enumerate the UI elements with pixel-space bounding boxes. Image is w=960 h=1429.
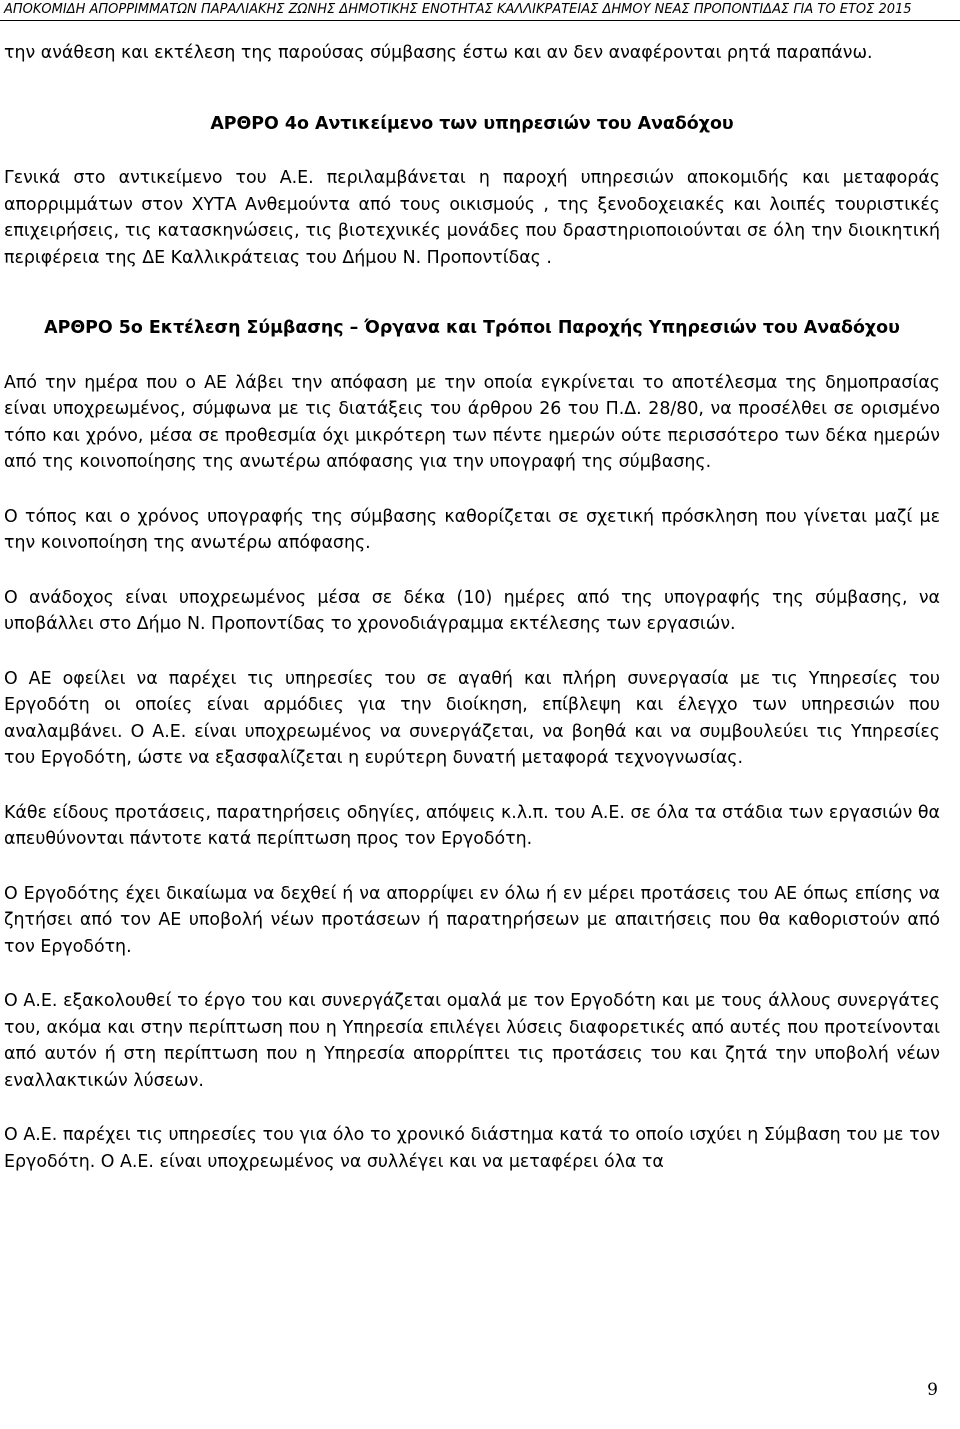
page-header: ΑΠΟΚΟΜΙΔΗ ΑΠΟΡΡΙΜΜΑΤΩΝ ΠΑΡΑΛΙΑΚΗΣ ΖΩΝΗΣ ΔΗΜΟΤΙΚΗΣ ΕΝΟΤΗΤΑΣ ΚΑΛΛΙΚΡΑΤΕΙΑΣ ΔΗΜΟΥ ΝΕΑΣ ΠΡΟΠΟΝΤΙΔΑΣ ΓΙΑ ΤΟ ΕΤΟΣ 2015 [0, 0, 960, 21]
paragraph-cooperation: Ο ΑΕ οφείλει να παρέχει τις υπηρεσίες του σε αγαθή και πλήρη συνεργασία με τις Υπηρεσίες του Εργοδότη οι οποίες είναι αρμόδιες για την διοίκηση, επίβλεψη και έλεγχο των υπηρεσιών που αναλαμβάνει. Ο Α.Ε. είναι υποχρεωμένος να συνεργάζεται, να βοηθά και να συμβουλεύει τις Υπηρεσίες του Εργοδότη, ώστε να εξασφαλίζεται η ευρύτερη δυνατή μεταφορά τεχνογνωσίας. [4, 668, 940, 768]
paragraph-article-4-body: Γενικά στο αντικείμενο του Α.Ε. περιλαμβάνεται η παροχή υπηρεσιών αποκομιδής και μεταφοράς απορριμμάτων στον ΧΥΤΑ Ανθεμούντα από τους οικισμούς , της ξενοδοχειακές και λοιπές τουριστικές επιχειρήσεις, τις κατασκηνώσεις, τις βιοτεχνικές μονάδες που δραστηριοποιούνται σε όλη την διοικητική περιφέρεια της ΔΕ Καλλικράτειας του Δήμου Ν. Προποντίδας . [4, 168, 940, 268]
page-number: 9 [927, 1380, 938, 1400]
paragraph-continuation: την ανάθεση και εκτέλεση της παρούσας σύμβασης έστω και αν δεν αναφέρονται ρητά παραπάνω. [4, 43, 873, 63]
paragraph-schedule: Ο ανάδοχος είναι υποχρεωμένος μέσα σε δέκα (10) ημέρες από της υπογραφής της σύμβασης, να υποβάλλει στο Δήμο Ν. Προποντίδας το χρονοδιάγραμμα εκτέλεσης των εργασιών. [4, 587, 940, 634]
paragraph-employer-rights: Ο Εργοδότης έχει δικαίωμα να δεχθεί ή να απορρίψει εν όλω ή εν μέρει προτάσεις του ΑΕ όπως επίσης να ζητήσει από τον ΑΕ υποβολή νέων προτάσεων ή παρατηρήσεων με απαιτήσεις που θα καθοριστούν από τον Εργοδότη. [4, 883, 940, 957]
paragraph-continuation-work: Ο Α.Ε. εξακολουθεί το έργο του και συνεργάζεται ομαλά με τον Εργοδότη και με τους άλλους συνεργάτες του, ακόμα και στην περίπτωση που η Υπηρεσία επιλέγει λύσεις διαφορετικές από αυτές που προτείνονται από αυτόν ή στη περίπτωση που η Υπηρεσία απορρίπτει τις προτάσεις του και ζητά την υποβολή νέων εναλλακτικών λύσεων. [4, 991, 940, 1091]
paragraph-service-duration: Ο Α.Ε. παρέχει τις υπηρεσίες του για όλο το χρονικό διάστημα κατά το οποίο ισχύει η Σύμβαση του με τον Εργοδότη. Ο Α.Ε. είναι υποχρεωμένος να συλλέγει και να μεταφέρει όλα τα [4, 1125, 940, 1172]
paragraph-proposals: Κάθε είδους προτάσεις, παρατηρήσεις οδηγίες, απόψεις κ.λ.π. του Α.Ε. σε όλα τα στάδια των εργασιών θα απευθύνονται πάντοτε κατά περίπτωση προς τον Εργοδότη. [4, 802, 940, 849]
heading-article-5: ΑΡΘΡΟ 5ο Εκτέλεση Σύμβασης – Όργανα και Τρόποι Παροχής Υπηρεσιών του Αναδόχου [44, 318, 900, 338]
heading-article-4: ΑΡΘΡΟ 4ο Αντικείμενο των υπηρεσιών του Αναδόχου [210, 113, 734, 134]
paragraph-place-time: Ο τόπος και ο χρόνος υπογραφής της σύμβασης καθορίζεται σε σχετική πρόσκληση που γίνεται μαζί με την κοινοποίηση της ανωτέρω απόφασης. [4, 506, 940, 553]
paragraph-contract-signing: Από την ημέρα που ο ΑΕ λάβει την απόφαση με την οποία εγκρίνεται το αποτέλεσμα της δημοπρασίας είναι υποχρεωμένος, σύμφωνα με τις διατάξεις του άρθρου 26 του Π.Δ. 28/80, να προσέλθει σε ορισμένο τόπο και χρόνο, μέσα σε προθεσμία όχι μικρότερη των πέντε ημερών ούτε περισσότερο των δέκα ημερών από της κοινοποίησης της ανωτέρω απόφασης για την υπογραφή της σύμβασης. [4, 372, 940, 472]
document-body [4, 40, 940, 1175]
